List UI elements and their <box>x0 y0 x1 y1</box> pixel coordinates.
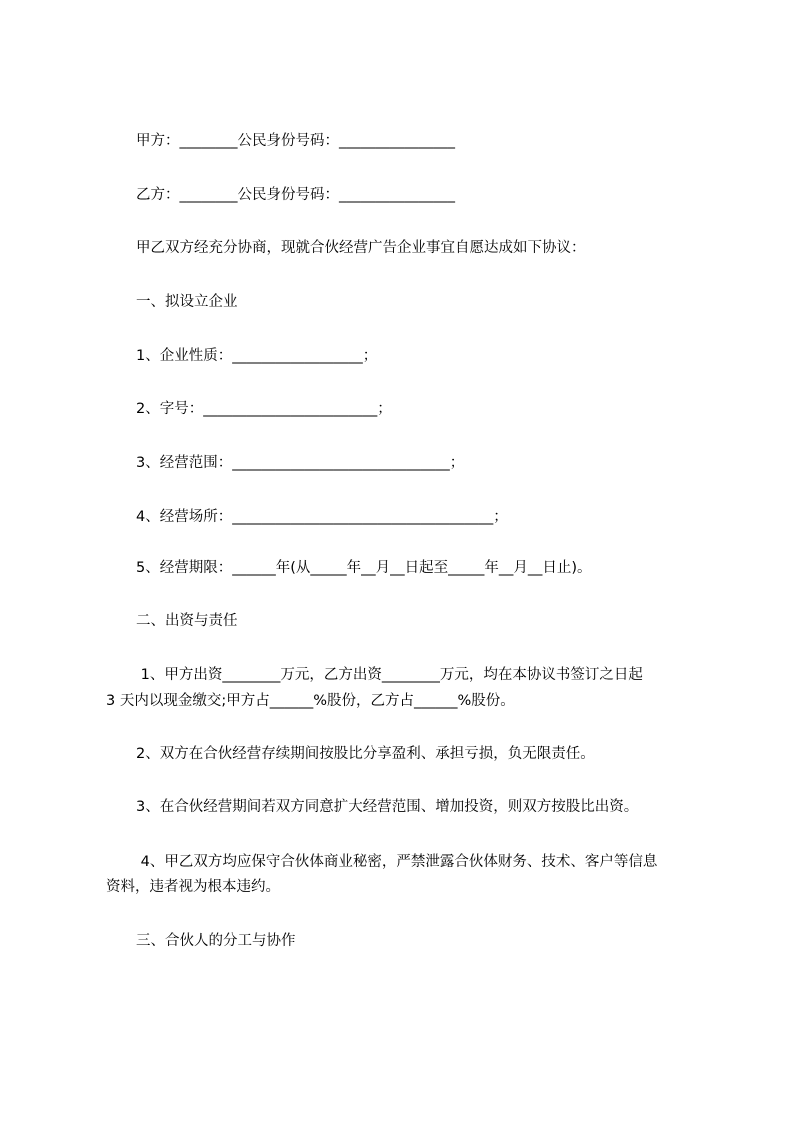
clause-business-premises: 4、经营场所：____________________________________； <box>136 509 508 525</box>
clause-confidentiality-line-1: 4、甲乙双方均应保守合伙体商业秘密，严禁泄露合伙体财务、技术、客户等信息 <box>136 854 658 870</box>
section-1-heading: 一、拟设立企业 <box>136 294 238 310</box>
clause-enterprise-nature: 1、企业性质：__________________； <box>136 348 378 364</box>
clause-additional-investment: 3、在合伙经营期间若双方同意扩大经营范围、增加投资，则双方按股比出资。 <box>136 799 639 815</box>
clause-capital-line-2: 3 天内以现金缴交;甲方占______%股份，乙方占______%股份。 <box>106 693 515 709</box>
clause-confidentiality-line-2: 资料，违者视为根本违约。 <box>106 879 280 895</box>
clause-business-term: 5、经营期限：______年(从_____年__月__日起至_____年__月__日止)。 <box>136 560 592 576</box>
agreement-intro: 甲乙双方经充分协商，现就合伙经营广告企业事宜自愿达成如下协议： <box>136 240 586 256</box>
clause-profit-sharing: 2、双方在合伙经营存续期间按股比分享盈利、承担亏损，负无限责任。 <box>136 746 595 762</box>
section-2-heading: 二、出资与责任 <box>136 613 238 629</box>
section-3-heading: 三、合伙人的分工与协作 <box>136 933 296 949</box>
clause-trade-name: 2、字号：________________________； <box>136 401 392 417</box>
party-a-line: 甲方：________公民身份号码：________________ <box>136 133 455 149</box>
clause-capital-line-1: 1、甲方出资________万元，乙方出资________万元，均在本协议书签订之日起 <box>136 667 643 683</box>
party-b-line: 乙方：________公民身份号码：________________ <box>136 187 455 203</box>
clause-business-scope: 3、经营范围：______________________________； <box>136 455 465 471</box>
